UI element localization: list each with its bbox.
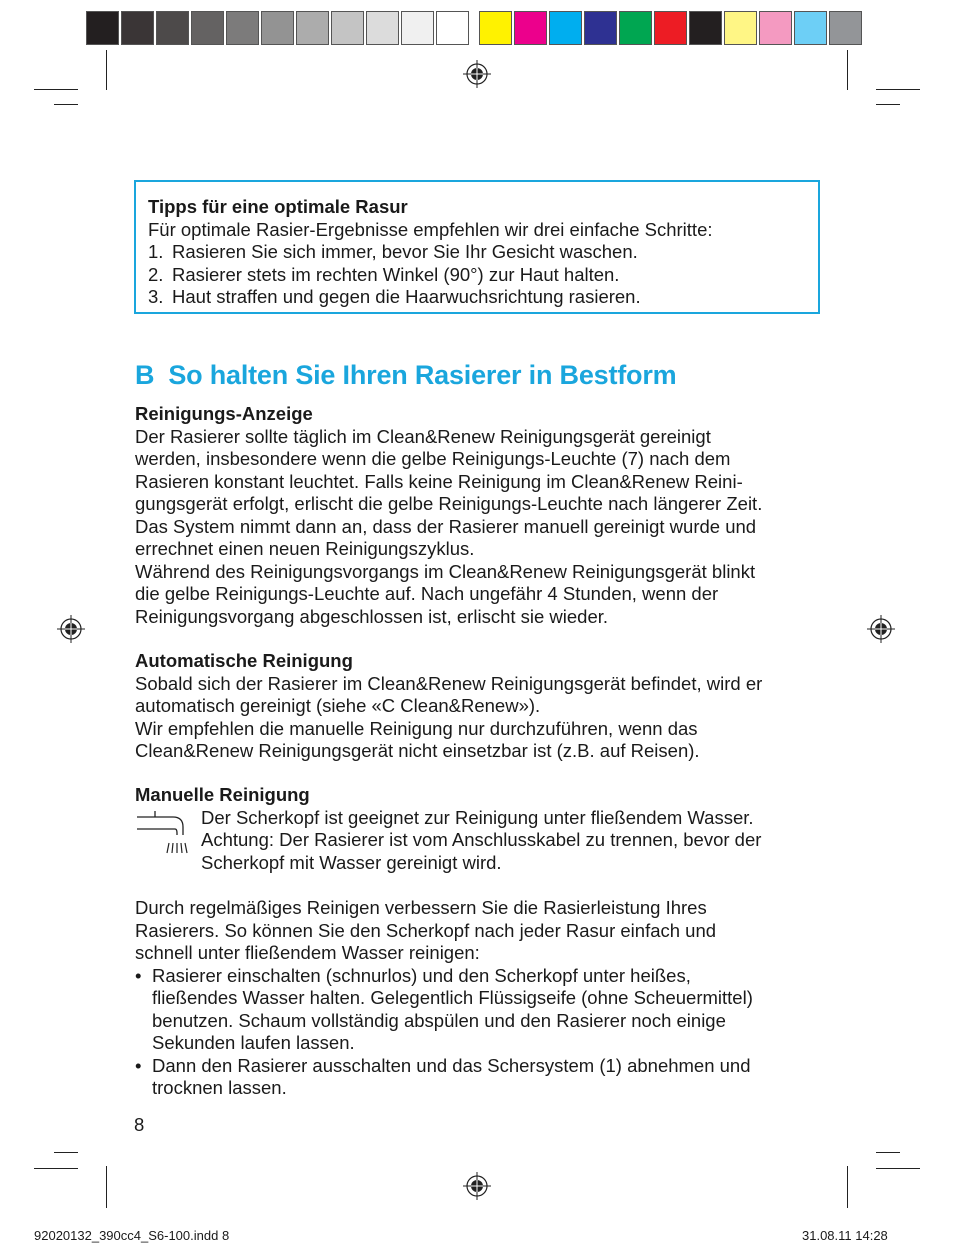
section-title: So halten Sie Ihren Rasierer in Bestform [168,360,677,390]
date-slug: 31.08.11 14:28 [802,1228,888,1243]
text-line: Der Rasierer sollte täglich im Clean&Renew Reinigungsgerät gereinigt [135,425,711,447]
color-swatch [156,11,189,45]
crop-mark [876,1152,900,1153]
bullet-icon: • [135,1054,142,1076]
crop-mark [106,50,107,90]
registration-mark-icon [867,615,895,643]
color-swatch [366,11,399,45]
text-line: automatisch gereinigt (siehe «C Clean&Renew»). [135,695,541,716]
list-item [135,965,825,1055]
crop-mark [847,50,848,90]
color-swatch [479,11,512,45]
text-line: Dann den Rasierer ausschalten und das Schersystem (1) abnehmen und [152,1054,751,1076]
section-heading [135,360,676,391]
color-swatch [226,11,259,45]
color-swatch [261,11,294,45]
list-item [148,241,806,264]
crop-mark [847,1166,848,1208]
color-swatch [549,11,582,45]
step-text: Rasieren Sie sich immer, bevor Sie Ihr Gesicht waschen. [172,241,638,262]
text-line: Scherkopf mit Wasser gereinigt wird. [201,851,502,873]
text-line: Der Scherkopf ist geeignet zur Reinigung unter fließendem Wasser. [201,806,754,828]
step-number: 1. [148,241,164,262]
tips-intro: Für optimale Rasier-Ergebnisse empfehlen wir drei einfache Schritte: [148,218,713,240]
text-line: die gelbe Reinigungs-Leuchte auf. Nach ungefähr 4 Stunden, wenn der [135,583,719,604]
text-line: errechnet einen neuen Reinigungszyklus. [135,538,475,559]
color-swatch [689,11,722,45]
tips-steps-list [148,241,806,309]
text-line: Rasieren konstant leuchtet. Falls keine Reinigung im Clean&Renew Reini- [135,470,743,492]
text-line: Durch regelmäßiges Reinigen verbessern Sie die Rasierleistung Ihres [135,897,707,918]
step-number: 2. [148,263,164,285]
crop-mark [876,1168,920,1169]
text-line: Sobald sich der Rasierer im Clean&Renew Reinigungsgerät befindet, wird er [135,672,763,694]
text-line: Das System nimmt dann an, dass der Rasierer manuell gereinigt wurde und [135,515,757,537]
text-line: Clean&Renew Reinigungsgerät nicht einsetzbar ist (z.B. auf Reisen). [135,740,700,761]
list-item [148,286,806,309]
color-swatch [654,11,687,45]
subheading: Reinigungs-Anzeige [135,403,313,424]
color-swatch [86,11,119,45]
tips-box [134,180,820,314]
text-line: Achtung: Der Rasierer ist vom Anschlusskabel zu trennen, bevor der [201,829,762,850]
color-swatch [584,11,617,45]
crop-mark [54,1152,78,1153]
faucet-icon [135,811,189,861]
crop-mark [876,89,920,90]
step-number: 3. [148,286,164,307]
text-line: gungsgerät erfolgt, erlischt die gelbe Reinigungs-Leuchte nach längerer Zeit. [135,493,763,514]
color-swatch [121,11,154,45]
color-calibration-bar [86,11,864,47]
text-line: fließendes Wasser halten. Gelegentlich Flüssigseife (ohne Scheuermittel) [152,987,753,1008]
color-swatch [514,11,547,45]
color-swatch [619,11,652,45]
bullet-icon: • [135,964,142,986]
color-swatch [331,11,364,45]
registration-mark-icon [463,1172,491,1200]
text-line: Sekunden laufen lassen. [152,1032,355,1053]
text-line: Rasierer einschalten (schnurlos) und den Scherkopf unter heißes, [152,964,691,986]
regular-cleaning-section [135,897,825,1100]
step-text: Rasierer stets im rechten Winkel (90°) zur Haut halten. [172,263,620,285]
color-swatch [829,11,862,45]
registration-mark-icon [463,60,491,88]
color-swatch [436,11,469,45]
color-swatch [401,11,434,45]
crop-mark [876,104,900,105]
cleaning-indicator-section [135,403,825,628]
text-line: trocknen lassen. [152,1077,287,1098]
text-line: benutzen. Schaum vollständig abspülen und den Rasierer noch einige [152,1009,726,1031]
text-line: Während des Reinigungsvorgangs im Clean&Renew Reinigungsgerät blinkt [135,560,756,582]
color-swatch [724,11,757,45]
section-letter: B [135,360,155,390]
text-line: schnell unter fließendem Wasser reinigen: [135,942,480,963]
color-swatch [296,11,329,45]
subheading: Manuelle Reinigung [135,784,310,805]
crop-mark [34,89,78,90]
text-line: Rasierers. So können Sie den Scherkopf nach jeder Rasur einfach und [135,919,717,941]
manual-cleaning-section [135,784,825,874]
text-line: Reinigungsvorgang abgeschlossen ist, erlischt sie wieder. [135,605,609,627]
manual-cleaning-body [135,807,825,875]
step-text: Haut straffen und gegen die Haarwuchsrichtung rasieren. [172,286,641,307]
file-slug: 92020132_390cc4_S6-100.indd 8 [34,1228,230,1243]
crop-mark [34,1168,78,1169]
cleaning-steps-list [135,965,825,1100]
registration-mark-icon [57,615,85,643]
list-item [148,264,806,287]
crop-mark [106,1166,107,1208]
page-number: 8 [134,1114,145,1135]
color-swatch [759,11,792,45]
text-line: werden, insbesondere wenn die gelbe Reinigungs-Leuchte (7) nach dem [135,448,731,469]
subheading: Automatische Reinigung [135,650,353,671]
color-swatch [191,11,224,45]
crop-mark [54,104,78,105]
list-item [135,1055,825,1100]
text-line: Wir empfehlen die manuelle Reinigung nur durchzuführen, wenn das [135,717,698,739]
automatic-cleaning-section [135,650,825,763]
color-swatch [794,11,827,45]
tips-title: Tipps für eine optimale Rasur [148,196,408,217]
